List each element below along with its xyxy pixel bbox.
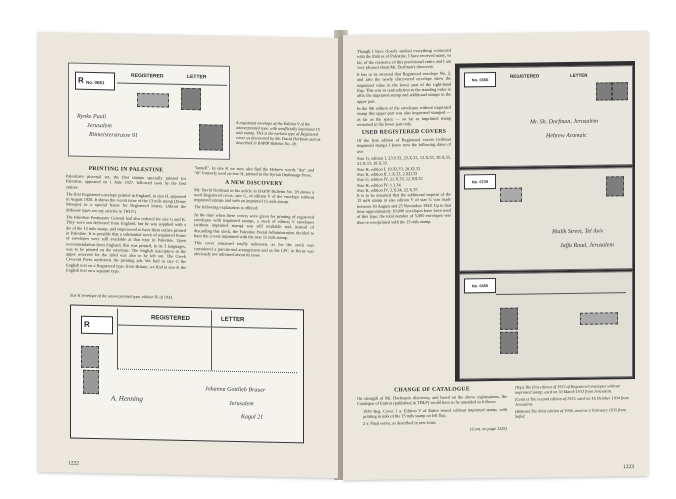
envelope-middle bbox=[459, 167, 633, 271]
registration-label bbox=[464, 72, 496, 87]
paragraph: It is to be assumed that the additional imprint of the 15 mils stamp in size edition V of size G was made between 30 August and 25 November 1928. Up to that time approximately 10,000 envelopes have been used of this type; the total number of 5,000 envelopes was then re-overprinted with the 13 mils stamp. bbox=[357, 191, 451, 225]
list-item: Size H, edition IV, 1.1.34 bbox=[357, 181, 401, 188]
envelopes-photo bbox=[455, 61, 635, 382]
registration-label bbox=[81, 316, 113, 335]
letter-title: LETTER bbox=[187, 73, 207, 81]
signature: A. Henning bbox=[111, 394, 143, 404]
divider bbox=[117, 83, 227, 86]
stamp-image bbox=[500, 308, 518, 330]
address-line-3: Kagal 21 bbox=[241, 414, 264, 421]
paragraph: In the 9th edition of the envelopes without imprinted stamp this upper part was also impressed stamped — as far as the space — so far as imprinted stamp remained in the lower part only. bbox=[357, 104, 451, 127]
address-line-2: Jerusalem bbox=[87, 122, 112, 130]
left-column-2 bbox=[194, 165, 314, 261]
left-column-1 bbox=[66, 162, 186, 277]
stamp-image-2 bbox=[199, 124, 223, 151]
list-item: Size G, edition I, 23.9.33, 23.X.33, 13.X.33, 30.X.33, 21.X.33, 18.X.33 bbox=[357, 154, 451, 167]
registered-title: REGISTERED bbox=[510, 73, 540, 79]
postmark-image bbox=[137, 93, 169, 108]
catalogue-section bbox=[357, 383, 507, 436]
left-page bbox=[38, 32, 338, 478]
registered-title: REGISTERED bbox=[131, 72, 164, 80]
address-line-3: Ritmeisterstrasse 91 bbox=[89, 131, 138, 139]
heading-used-registered-covers: USED REGISTERED COVERS bbox=[361, 128, 447, 137]
r-number: No. 0661 bbox=[86, 79, 105, 86]
right-text-column bbox=[357, 48, 451, 227]
heading-change-of-catalogue: CHANGE OF CATALOGUE bbox=[394, 386, 470, 394]
stamp-image bbox=[612, 82, 628, 100]
stamp-image bbox=[500, 332, 518, 354]
address-line-1: Johanna Gottlieb Brauer bbox=[205, 386, 266, 394]
figure-top-envelope bbox=[68, 62, 230, 159]
list-item: Size K, edition II, 1.X.33, 2.XII.33 bbox=[357, 171, 418, 177]
address: Jaffa Road, Jerusalem bbox=[560, 242, 614, 250]
address-line-1: Rynke Pauli bbox=[77, 113, 107, 121]
envelope-top bbox=[459, 65, 633, 167]
paragraph: Though I have closely studied everything connected with the Entires of Palestine, I have received many, so far, of the existence of this provisional entire and I am very pleased about Mr. Dorfman's discovery. bbox=[357, 47, 451, 70]
figure-top-caption: A registered envelope of the Edition V of the unoverprinted type, with unofficially imprinted 15 mils stamp. This is the earliest type of Registered cover as discovered by Mr. David Dorfman and as described in BAPIP Bulletin No. 28. bbox=[236, 120, 321, 147]
catalogue-entry: 1930 Reg. Cover 1 a: Edition V of Entire issued without imprinted stamp, with printing in inks of the 15 mils stamp on left flap. bbox=[363, 406, 507, 419]
registered-title: REGISTERED bbox=[151, 315, 191, 323]
paragraph: Mr. David Dorfman in his article in BAPIP Bulletin No. 28 shows a used Registered cover, size G, of edition V of the envelope without imprinted stamps and with an imprinted 15 mils stamp. bbox=[194, 186, 314, 205]
registration-label bbox=[75, 72, 115, 91]
figure-bottom-envelope bbox=[70, 305, 304, 444]
frame-vertical bbox=[211, 310, 212, 370]
r-number: No. 0455 bbox=[471, 283, 489, 289]
stamp-image bbox=[81, 346, 99, 368]
caption-top: (Top) The first edition of 1933 of Registered envelopes without imprinted stamp, used on 30 March 1933 from Jerusalem. bbox=[515, 383, 620, 395]
r-label: R bbox=[84, 319, 90, 329]
heading-printing-in-palestine: PRINTING IN PALESTINE bbox=[88, 165, 164, 174]
right-page bbox=[343, 31, 648, 480]
stamp-image bbox=[596, 82, 612, 100]
address: Mr. Sh. Dorfman, Jerusalem bbox=[530, 118, 598, 126]
list-item: Size K, edition IV, 3.X.34, 22.X.35 bbox=[357, 186, 418, 193]
list-item: Size G, edition IV, 21.X.33, 12.XII.33 bbox=[357, 176, 423, 183]
envelope-bottom bbox=[459, 271, 633, 379]
address: Bialik Street, Tel Aviv bbox=[552, 228, 604, 236]
letter-title: LETTER bbox=[570, 72, 588, 78]
paragraph: "lanuell". In size K we now also find the Hebrew words "dar" and "dr" formerly used on size H, printed in the Syrian Orphanage Press. bbox=[194, 165, 314, 178]
page-number: 1222 bbox=[68, 460, 79, 467]
caption-bottom: (Bottom) The third edition of 1936, used on 2 February 1935 from Safed. bbox=[515, 407, 626, 419]
address-line-2: Jerusalem bbox=[229, 400, 254, 408]
paragraph: Palestine's pictorial set, the first stamps specially printed for Palestine, appeared on 1 June 1927, followed soon by the first entires. bbox=[66, 173, 186, 190]
paragraph: On strength of Mr. Dorfman's discovery, and based on the above explanations, the Catalogue of Entires (published in THLP) would have to be amended as follows: bbox=[357, 393, 507, 407]
heading-a-new-discovery: A NEW DISCOVERY bbox=[225, 179, 283, 187]
figure-bottom-caption: Size K envelope of the unoverprinted type, edition IV of 1933. bbox=[70, 292, 174, 300]
caption-centre: (Centre) The second edition of 1933, used on 16 October 1934 from Jerusalem. bbox=[515, 395, 629, 407]
r-number: No. 0366 bbox=[471, 77, 489, 83]
frame-vertical bbox=[117, 309, 118, 369]
paragraph: The first Registered envelope printed in England, in size H, appeared in August 1928. It shows the recent issue of the 13 mils stamp (Dome Mosque) in a special frame for Registered letters. (About the different types see my articles in THLP.) bbox=[66, 191, 186, 214]
address: Hebrew Aramaic bbox=[546, 132, 587, 140]
stamp-image bbox=[580, 312, 618, 325]
catalogue-entry: 2 a: Final series, as described in new form. bbox=[363, 420, 437, 427]
stamp-image bbox=[606, 176, 624, 196]
paragraph: At the time when these covers were given for printing of registered envelopes with imprinted stamps, a stock of edition V envelopes (without imprinted stamp) was still available and, instead of discarding this stock, the Palestine Postal Administration decided to have the covers imprinted with the new 15 mils stamp. bbox=[194, 211, 314, 241]
registration-label bbox=[464, 174, 496, 189]
frame-line bbox=[117, 325, 297, 330]
r-number: No. 0739 bbox=[471, 179, 489, 185]
frame-line bbox=[496, 292, 626, 295]
letter-title: LETTER bbox=[221, 316, 245, 324]
uses-list bbox=[357, 155, 451, 193]
registration-label bbox=[464, 278, 496, 293]
r-label: R bbox=[78, 75, 84, 85]
stamp-image bbox=[181, 88, 201, 110]
paragraph: The following explanation is offered: bbox=[194, 204, 259, 211]
paragraph: It has to be stressed that Registered envelope No. 2, and also the newly discovered envelope show the imprinted value in the lower part of the right-hand flap. This was in contradiction to the standing order to affix the imprinted stamp and additional stamps in the upper part. bbox=[357, 70, 451, 104]
photo-captions bbox=[515, 383, 635, 419]
paragraph: This cover remained totally unknown, as for the stock was considered a provisional arrangement and as the CPC in Berne was obviously not informed about its issue. bbox=[194, 240, 314, 258]
stamp-image bbox=[500, 188, 522, 202]
stamp-image-2 bbox=[83, 370, 99, 394]
fold-line bbox=[117, 369, 297, 374]
page-number: 1223 bbox=[623, 464, 634, 471]
continued-note: (Cont. on page 1225) bbox=[470, 426, 507, 432]
paragraph: Of the first edition of Registered covers (without imprinted stamp) I know now the following dates of use: bbox=[357, 136, 451, 154]
list-item: Size H, edition I, 19.XI.33, 28.XI.33 bbox=[357, 165, 421, 172]
paragraph: The Palestine Postmaster General had also ordered for size G and K. They were not delivered from England, but he was supplied with a die of the 13 mils stamp, and empowered to have them entires printed in Palestine. It is possible that a substantial stock of unprinted forms of envelopes were still available at that time in Palestine. Upon recommendation from England, this was printed, in its 3 languages, was to be printed on the envelope. The English inscription in the upper reserved for the label was also to be left out. The Greek Crescent Press undertook the printing job. We find in size G the English text on a Registered type, from Britain, we find in size K the English text on a separate type. bbox=[66, 214, 186, 274]
